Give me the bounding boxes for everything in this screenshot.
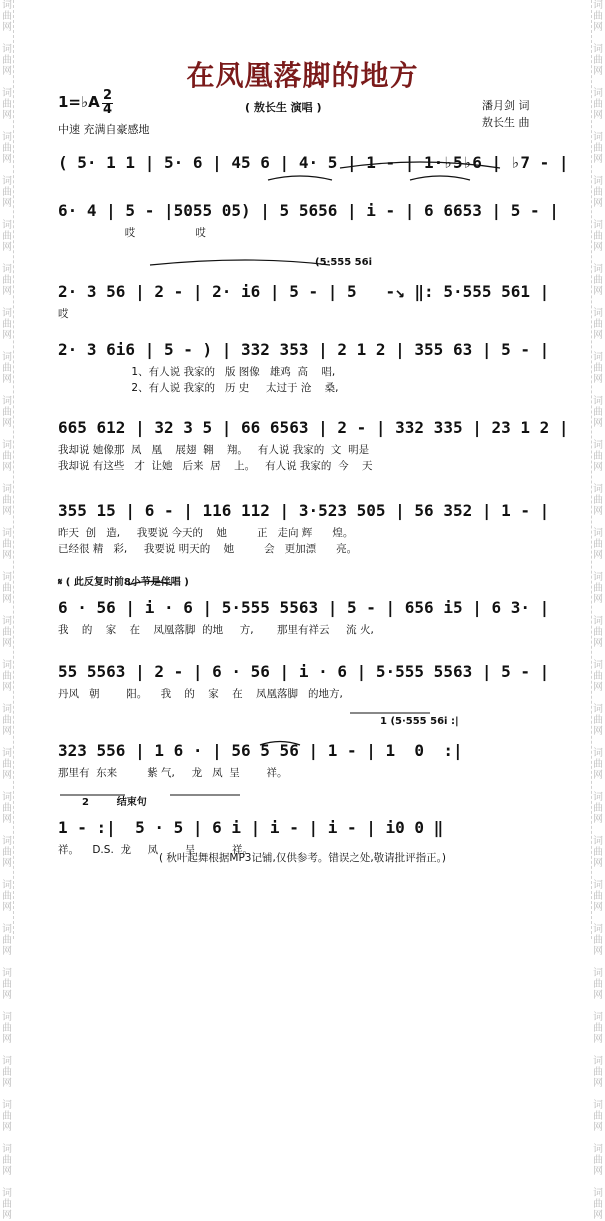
lyric-line: 我却说 有这些 才 让她 后来 居 上。 有人说 我家的 今 天	[58, 460, 373, 472]
key-signature: 1=♭A	[58, 93, 100, 111]
annotation: (5·555 56i	[315, 257, 373, 268]
staff-line: 2· 3 56 | 2 - | 2· i6 | 5 - | 5 -↘ ‖: 5·555 561 |	[58, 282, 550, 301]
watermark-right: 词 曲 网 词 曲 网 词 曲 网 词 曲 网 词 曲 网 词 曲 网 词 曲 网 词 曲 网 词 曲 网 词 曲 网 词 曲 网 词 曲 网 词 曲 网 词 曲 网 词 曲 网 词 曲 网 词 曲 网 词 曲 网 词 曲 网 词 曲 网 词 曲 网 词 曲 网 词 曲 网 词 曲 网 词 曲 网 词 曲 网 词 曲 网 词 曲 网	[593, 0, 603, 1221]
staff-line: 6 · 56 | i · 6 | 5·555 5563 | 5 - | 656 i5 | 6 3· |	[58, 598, 550, 617]
performer: ( 敖长生 演唱 )	[245, 101, 322, 114]
meter-top: 2	[103, 88, 113, 103]
watermark-left: 词 曲 网 词 曲 网 词 曲 网 词 曲 网 词 曲 网 词 曲 网 词 曲 网 词 曲 网 词 曲 网 词 曲 网 词 曲 网 词 曲 网 词 曲 网 词 曲 网 词 曲 网 词 曲 网 词 曲 网 词 曲 网 词 曲 网 词 曲 网 词 曲 网 词 曲 网 词 曲 网 词 曲 网 词 曲 网 词 曲 网 词 曲 网 词 曲 网	[2, 0, 12, 1221]
song-title: 在凤凰落脚的地方	[186, 59, 419, 92]
lyric-line: 我却说 她像那 凤 凰 展翅 翱 翔。 有人说 我家的 文 明是	[58, 444, 370, 456]
lyricist-credit: 潘月剑 词	[482, 99, 530, 112]
lyric-line: 2、有人说 我家的 历 史 太过于 沧 桑,	[58, 382, 339, 394]
staff-line: 1 - :| 5 · 5 | 6 i | i - | i - | i0 0 ‖	[58, 818, 444, 837]
staff-line: 2· 3 6i6 | 5 - ) | 332 353 | 2 1 2 | 355 63 | 5 - |	[58, 340, 550, 359]
lyric-line: 祥。 D.S. 龙 凤 呈 祥。	[58, 844, 254, 856]
slur	[268, 176, 332, 180]
lyric-line: 那里有 东来 紫 气, 龙 凤 呈 祥。	[58, 767, 288, 779]
tie	[150, 260, 330, 265]
staff-line: 6· 4 | 5 - |5055 05) | 5 5656 | i - | 6 6653 | 5 - |	[58, 201, 559, 220]
composer-credit: 敖长生 曲	[482, 116, 530, 129]
lyric-line: 1、有人说 我家的 版 图像 雄鸡 高 唱,	[58, 366, 336, 378]
lyric-line: 已经很 精 彩, 我要说 明天的 她 会 更加漂 亮。	[58, 543, 358, 555]
meter-bottom: 4	[103, 102, 113, 117]
staff-line: 665 612 | 32 3 5 | 66 6563 | 2 - | 332 335 | 23 1 2 |	[58, 418, 569, 437]
lyric-line: 昨天 创 造, 我要说 今天的 她 正 走向 辉 煌。	[58, 527, 354, 539]
slur	[410, 176, 470, 180]
staff-line: 355 15 | 6 - | 116 112 | 3·523 505 | 56 352 | 1 - |	[58, 501, 550, 520]
slur	[128, 582, 172, 586]
annotation: 1 (5·555 56i :|	[380, 716, 459, 727]
annotation: 2 结束句	[82, 797, 147, 808]
slur	[340, 162, 500, 168]
tempo-marking: 中速 充满自豪感地	[58, 123, 150, 136]
staff-line: ( 5· 1 1 | 5· 6 | 45 6 | 4· 5 | 1 - | 1·♭5♭6 | ♭7 - |	[58, 153, 569, 172]
lyric-line: 哎 哎	[58, 227, 206, 239]
staff-line: 323 556 | 1 6 · | 56 5 56 | 1 - | 1 0 :|	[58, 741, 463, 760]
lyric-line: 丹风 朝 阳。 我 的 家 在 凤凰落脚 的地方,	[58, 688, 343, 700]
annotation: 𝄋 ( 此反复时前8小节是伴唱 )	[58, 577, 189, 588]
footer-note: ( 秋叶起舞根据MP3记铺,仅供参考。错误之处,敬请批评指正。)	[158, 852, 447, 864]
lyric-line: 我 的 家 在 凤凰落脚 的地 方, 那里有祥云 流 火,	[58, 624, 374, 636]
slur	[260, 742, 300, 746]
lyric-line: 哎	[58, 308, 69, 320]
staff-line: 55 5563 | 2 - | 6 · 56 | i · 6 | 5·555 5563 | 5 - |	[58, 662, 550, 681]
